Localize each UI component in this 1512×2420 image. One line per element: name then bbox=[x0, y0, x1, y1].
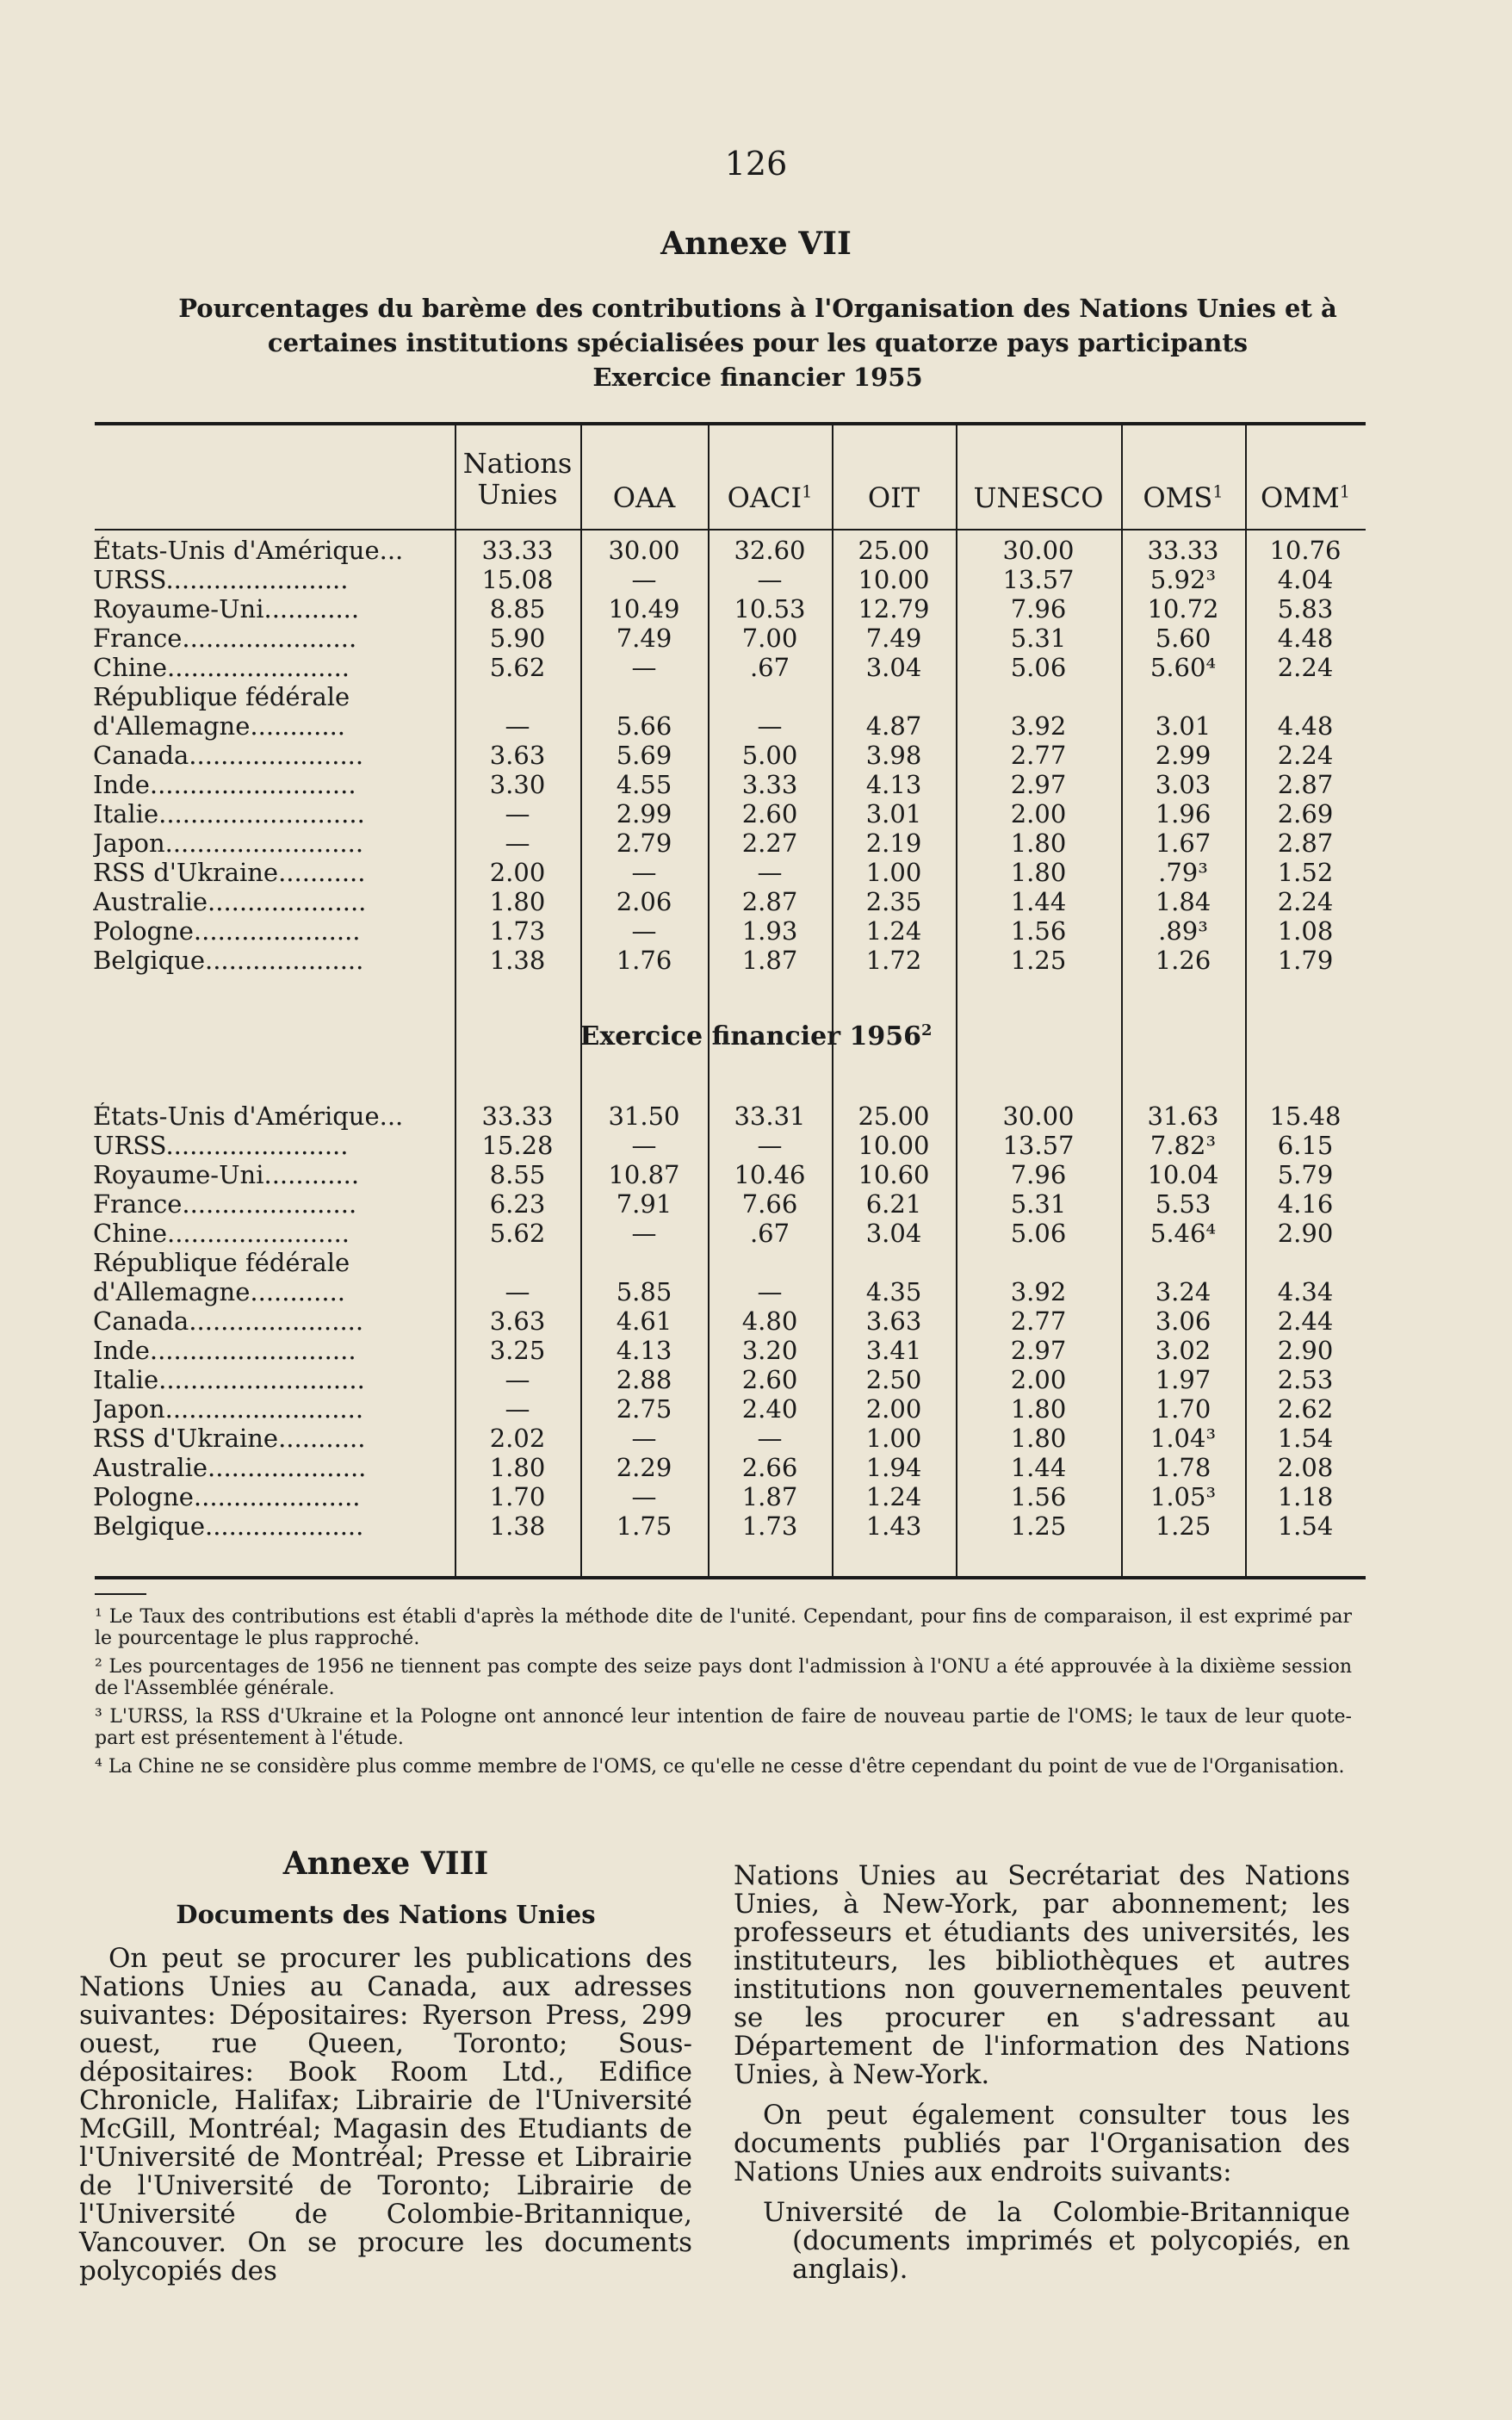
table-cell-oms: 1.67 bbox=[1155, 828, 1211, 858]
table-cell-oaa: 4.55 bbox=[616, 770, 672, 799]
table-cell-oaa: 7.49 bbox=[616, 624, 672, 653]
table-cell-omm: 2.90 bbox=[1277, 1336, 1334, 1365]
table-cell-oaci: — bbox=[757, 1131, 783, 1160]
table-cell-unesco: 2.00 bbox=[1010, 799, 1067, 828]
table-cell-omm: 4.16 bbox=[1277, 1189, 1334, 1219]
table-cell-nations-unies: — bbox=[505, 1394, 530, 1424]
table-cell-nations-unies: — bbox=[505, 1277, 530, 1306]
table-cell-omm: 2.87 bbox=[1277, 770, 1334, 799]
table-cell-oaa: 2.99 bbox=[616, 799, 672, 828]
table-cell-unesco: 2.97 bbox=[1010, 770, 1067, 799]
table-cell-nations-unies: 3.63 bbox=[489, 1306, 546, 1336]
table-cell-oms: 1.97 bbox=[1155, 1365, 1211, 1394]
table-cell-oaa: 5.85 bbox=[616, 1277, 672, 1306]
country-name: URSS....................... bbox=[93, 1132, 349, 1160]
country-name: d'Allemagne............ bbox=[93, 1278, 346, 1306]
table-cell-omm: 1.52 bbox=[1277, 858, 1334, 887]
column-header-label: OAA bbox=[612, 481, 676, 514]
country-name: Italie.......................... bbox=[93, 1366, 365, 1394]
table-cell-oit: 3.01 bbox=[865, 799, 922, 828]
table-cell-unesco: 1.56 bbox=[1010, 1482, 1067, 1511]
table-cell-oaci: 7.66 bbox=[741, 1189, 798, 1219]
column-header-label: OIT bbox=[867, 481, 920, 514]
table-cell-unesco: 1.44 bbox=[1010, 1453, 1067, 1482]
annex7-subtitle-line3: Exercice financier 1955 bbox=[592, 363, 923, 392]
table-cell-omm: 1.79 bbox=[1277, 946, 1334, 975]
table-cell-oms: 2.99 bbox=[1155, 741, 1211, 770]
table-cell-oaci: 2.87 bbox=[741, 887, 798, 916]
table-cell-unesco: 1.44 bbox=[1010, 887, 1067, 916]
country-name: Belgique.................... bbox=[93, 946, 364, 975]
table-cell-omm: 2.24 bbox=[1277, 741, 1334, 770]
table-cell-oms: 31.63 bbox=[1147, 1101, 1219, 1131]
table-cell-oms: 7.82³ bbox=[1149, 1131, 1217, 1160]
table-cell-oaci: — bbox=[757, 711, 783, 741]
table-cell-nations-unies: — bbox=[505, 711, 530, 741]
table-cell-omm: 1.08 bbox=[1277, 916, 1334, 946]
table-cell-oms: 5.60 bbox=[1155, 624, 1211, 653]
column-header-label: OACI bbox=[727, 481, 802, 514]
table-cell-oit: 7.49 bbox=[865, 624, 922, 653]
table-cell-omm: 1.54 bbox=[1277, 1511, 1334, 1541]
table-cell-nations-unies: 1.38 bbox=[489, 946, 546, 975]
table-cell-omm: 4.48 bbox=[1277, 624, 1334, 653]
column-header-oaa bbox=[580, 482, 708, 513]
table-cell-omm: 4.04 bbox=[1277, 565, 1334, 594]
table-cell-oaa: 31.50 bbox=[608, 1101, 680, 1131]
table-cell-oms: 3.24 bbox=[1155, 1277, 1211, 1306]
country-name: France...................... bbox=[93, 1190, 357, 1219]
table-cell-omm: 5.83 bbox=[1277, 594, 1334, 624]
section-1956-footnote-mark: 2 bbox=[920, 1021, 933, 1039]
footnote-rule bbox=[95, 1593, 146, 1595]
table-cell-oit: 10.60 bbox=[858, 1160, 930, 1189]
country-name: Inde.......................... bbox=[93, 771, 356, 799]
table-cell-oit: 4.87 bbox=[865, 711, 922, 741]
footnote-3: ³ L'URSS, la RSS d'Ukraine et la Pologne ont annoncé leur intention de faire de nouveau partie de l'OMS; le taux de leur quote-part est présentement à l'étude. bbox=[95, 1706, 1352, 1749]
table-cell-nations-unies: 3.25 bbox=[489, 1336, 546, 1365]
country-name: Canada...................... bbox=[93, 1307, 364, 1336]
table-cell-oaci: .67 bbox=[749, 653, 790, 682]
country-name: Japon......................... bbox=[93, 829, 364, 858]
table-cell-oaci: — bbox=[757, 1424, 783, 1453]
table-cell-nations-unies: 33.33 bbox=[481, 536, 554, 565]
column-header-nations-unies bbox=[455, 448, 580, 510]
column-header-oaci bbox=[708, 482, 832, 513]
annex8-subtitle: Documents des Nations Unies bbox=[176, 1900, 596, 1929]
table-cell-oms: 1.04³ bbox=[1149, 1424, 1217, 1453]
table-cell-omm: 5.79 bbox=[1277, 1160, 1334, 1189]
column-header-omm bbox=[1245, 482, 1366, 513]
table-cell-oms: 5.53 bbox=[1155, 1189, 1211, 1219]
annex8-paragraph-1: On peut se procurer les publications des Nations Unies au Canada, aux adresses suivantes: Dépositaires: Ryerson Press, 299 ouest, rue Queen, Toronto; Sous-dépositaires: Book Room Ltd., Edifice Chronicle, Halifax; Librairie de l'Université McGill, Montréal; Magasin des Etudiants de l'Université de Montréal; Presse et Librairie de l'Université de Toronto; Librairie de l'Université de Colombie-Britannique, Vancouver. On se procure les documents polycopiés des bbox=[79, 1943, 692, 2287]
table-cell-omm: 2.62 bbox=[1277, 1394, 1334, 1424]
table-cell-oms: 3.02 bbox=[1155, 1336, 1211, 1365]
table-cell-oms: 1.25 bbox=[1155, 1511, 1211, 1541]
annex7-title: Annexe VII bbox=[660, 226, 852, 262]
annex8-paragraph-2: Nations Unies au Secrétariat des Nations Unies, à New-York, par abonnement; les professeurs et étudiants des universités, les instituteurs, les bibliothèques et autres institutions non gouvernementales peuvent se les procurer en s'adressant au Département de l'information des Nations Unies, à New-York. bbox=[734, 1860, 1350, 2090]
table-cell-omm: 2.24 bbox=[1277, 887, 1334, 916]
table-cell-unesco: 2.77 bbox=[1010, 1306, 1067, 1336]
table-cell-unesco: 13.57 bbox=[1002, 565, 1075, 594]
table-cell-unesco: 30.00 bbox=[1002, 1101, 1075, 1131]
table-cell-nations-unies: 8.85 bbox=[489, 594, 546, 624]
table-cell-oms: 10.04 bbox=[1147, 1160, 1219, 1189]
table-cell-oaci: 2.27 bbox=[741, 828, 798, 858]
table-cell-unesco: 30.00 bbox=[1002, 536, 1075, 565]
table-cell-oms: 1.78 bbox=[1155, 1453, 1211, 1482]
column-header-footnote-mark: 1 bbox=[802, 481, 813, 502]
table-cell-oit: 3.04 bbox=[865, 1219, 922, 1248]
country-name: République fédérale bbox=[93, 683, 350, 711]
table-cell-oms: .79³ bbox=[1158, 858, 1208, 887]
table-cell-nations-unies: — bbox=[505, 828, 530, 858]
table-cell-oit: 1.94 bbox=[865, 1453, 922, 1482]
country-name: Royaume-Uni............ bbox=[93, 1161, 360, 1189]
table-cell-oit: 1.00 bbox=[865, 858, 922, 887]
table-cell-oaa: — bbox=[631, 565, 657, 594]
table-cell-unesco: 2.97 bbox=[1010, 1336, 1067, 1365]
table-cell-unesco: 13.57 bbox=[1002, 1131, 1075, 1160]
table-cell-oit: 25.00 bbox=[858, 536, 930, 565]
section-1956-label: Exercice financier 1956 bbox=[579, 1021, 921, 1052]
table-cell-oms: 1.84 bbox=[1155, 887, 1211, 916]
table-cell-oit: 12.79 bbox=[858, 594, 930, 624]
table-cell-unesco: 5.31 bbox=[1010, 1189, 1067, 1219]
table-cell-omm: 2.44 bbox=[1277, 1306, 1334, 1336]
table-cell-oms: 5.46⁴ bbox=[1149, 1219, 1217, 1248]
table-cell-omm: 2.08 bbox=[1277, 1453, 1334, 1482]
country-name: Australie.................... bbox=[93, 1454, 367, 1482]
table-cell-oaa: — bbox=[631, 1131, 657, 1160]
table-cell-oit: 3.04 bbox=[865, 653, 922, 682]
country-name: Italie.......................... bbox=[93, 800, 365, 828]
table-cell-oit: 3.98 bbox=[865, 741, 922, 770]
table-cell-nations-unies: 5.90 bbox=[489, 624, 546, 653]
table-cell-omm: 10.76 bbox=[1269, 536, 1342, 565]
table-cell-oms: 5.60⁴ bbox=[1149, 653, 1217, 682]
annex7-subtitle-line2: certaines institutions spécialisées pour les quatorze pays participants bbox=[267, 328, 1249, 357]
table-cell-nations-unies: 5.62 bbox=[489, 1219, 546, 1248]
footnote-4: ⁴ La Chine ne se considère plus comme membre de l'OMS, ce qu'elle ne cesse d'être cependant du point de vue de l'Organisation. bbox=[95, 1756, 1345, 1778]
table-cell-omm: 2.90 bbox=[1277, 1219, 1334, 1248]
table-cell-unesco: 3.92 bbox=[1010, 711, 1067, 741]
table-cell-oaci: 4.80 bbox=[741, 1306, 798, 1336]
table-cell-oms: 1.96 bbox=[1155, 799, 1211, 828]
table-cell-oms: 3.06 bbox=[1155, 1306, 1211, 1336]
table-cell-oit: 1.24 bbox=[865, 1482, 922, 1511]
table-cell-oaa: 2.06 bbox=[616, 887, 672, 916]
column-header-footnote-mark: 1 bbox=[1212, 481, 1224, 502]
column-header-label: OMS bbox=[1143, 481, 1213, 514]
table-cell-oms: 10.72 bbox=[1147, 594, 1219, 624]
table-cell-oaa: — bbox=[631, 1424, 657, 1453]
country-name: États-Unis d'Amérique... bbox=[93, 537, 404, 565]
table-cell-nations-unies: 33.33 bbox=[481, 1101, 554, 1131]
table-cell-nations-unies: 15.28 bbox=[481, 1131, 554, 1160]
table-cell-oms: 3.03 bbox=[1155, 770, 1211, 799]
table-cell-unesco: 1.25 bbox=[1010, 1511, 1067, 1541]
table-cell-oaci: 33.31 bbox=[734, 1101, 806, 1131]
country-name: Canada...................... bbox=[93, 742, 364, 770]
country-name: Chine....................... bbox=[93, 1219, 350, 1248]
section-1956-title bbox=[0, 1021, 1512, 1052]
page-number: 126 bbox=[724, 145, 788, 183]
table-cell-nations-unies: 2.02 bbox=[489, 1424, 546, 1453]
table-cell-omm: 1.18 bbox=[1277, 1482, 1334, 1511]
table-cell-nations-unies: 2.00 bbox=[489, 858, 546, 887]
country-name: États-Unis d'Amérique... bbox=[93, 1102, 404, 1131]
table-cell-oit: 1.00 bbox=[865, 1424, 922, 1453]
table-cell-nations-unies: 1.80 bbox=[489, 887, 546, 916]
table-cell-oaci: 1.73 bbox=[741, 1511, 798, 1541]
table-cell-omm: 2.69 bbox=[1277, 799, 1334, 828]
footnotes bbox=[95, 1606, 1352, 1784]
table-cell-oaa: 4.13 bbox=[616, 1336, 672, 1365]
table-cell-nations-unies: 3.63 bbox=[489, 741, 546, 770]
table-cell-oit: 4.13 bbox=[865, 770, 922, 799]
column-header-oit bbox=[832, 482, 956, 513]
table-cell-nations-unies: 5.62 bbox=[489, 653, 546, 682]
table-cell-oit: 25.00 bbox=[858, 1101, 930, 1131]
table-cell-omm: 1.54 bbox=[1277, 1424, 1334, 1453]
table-cell-oaci: — bbox=[757, 858, 783, 887]
table-cell-omm: 2.53 bbox=[1277, 1365, 1334, 1394]
table-cell-unesco: 1.80 bbox=[1010, 828, 1067, 858]
annex8-left-column bbox=[79, 1846, 692, 2298]
footnote-1: ¹ Le Taux des contributions est établi d'après la méthode dite de l'unité. Cependant, pour fins de comparaison, il est exprimé par le pourcentage le plus rapproché. bbox=[95, 1606, 1352, 1649]
country-name: URSS....................... bbox=[93, 566, 349, 594]
table-cell-oaa: — bbox=[631, 916, 657, 946]
table-cell-nations-unies: 8.55 bbox=[489, 1160, 546, 1189]
annex8-paragraph-4: Université de la Colombie-Britannique (documents imprimés et polycopiés, en anglais). bbox=[763, 2197, 1350, 2285]
table-cell-oaa: 4.61 bbox=[616, 1306, 672, 1336]
country-name: Pologne..................... bbox=[93, 917, 361, 946]
table-cell-unesco: 2.77 bbox=[1010, 741, 1067, 770]
column-header-footnote-mark: 1 bbox=[1339, 481, 1350, 502]
table-cell-oms: 3.01 bbox=[1155, 711, 1211, 741]
table-cell-oaci: 32.60 bbox=[734, 536, 806, 565]
table-cell-oaa: — bbox=[631, 1219, 657, 1248]
table-cell-oaa: 5.69 bbox=[616, 741, 672, 770]
table-cell-oit: 3.63 bbox=[865, 1306, 922, 1336]
table-cell-oaci: — bbox=[757, 1277, 783, 1306]
table-cell-oaa: 10.87 bbox=[608, 1160, 680, 1189]
table-cell-unesco: 1.80 bbox=[1010, 858, 1067, 887]
table-cell-oaci: 2.66 bbox=[741, 1453, 798, 1482]
column-header-label: OMM bbox=[1261, 481, 1340, 514]
table-cell-oaa: 30.00 bbox=[608, 536, 680, 565]
table-cell-unesco: 7.96 bbox=[1010, 1160, 1067, 1189]
table-cell-oaci: 2.60 bbox=[741, 1365, 798, 1394]
table-cell-oit: 2.00 bbox=[865, 1394, 922, 1424]
annex8-title: Annexe VIII bbox=[282, 1846, 489, 1882]
country-name: Chine....................... bbox=[93, 654, 350, 682]
table-cell-unesco: 2.00 bbox=[1010, 1365, 1067, 1394]
table-cell-omm: 4.34 bbox=[1277, 1277, 1334, 1306]
column-header-line2: Unies bbox=[477, 478, 558, 511]
table-cell-nations-unies: 1.38 bbox=[489, 1511, 546, 1541]
table-cell-oaci: 7.00 bbox=[741, 624, 798, 653]
column-header-unesco bbox=[956, 482, 1121, 513]
table-cell-oms: 1.70 bbox=[1155, 1394, 1211, 1424]
country-name: Australie.................... bbox=[93, 888, 367, 916]
table-cell-oaci: 3.20 bbox=[741, 1336, 798, 1365]
country-name: Royaume-Uni............ bbox=[93, 595, 360, 624]
table-cell-unesco: 1.25 bbox=[1010, 946, 1067, 975]
table-cell-unesco: 5.06 bbox=[1010, 653, 1067, 682]
table-cell-unesco: 1.80 bbox=[1010, 1424, 1067, 1453]
table-cell-oaa: 2.79 bbox=[616, 828, 672, 858]
table-cell-nations-unies: 3.30 bbox=[489, 770, 546, 799]
table-cell-unesco: 1.80 bbox=[1010, 1394, 1067, 1424]
table-cell-oaa: 10.49 bbox=[608, 594, 680, 624]
table-cell-nations-unies: 15.08 bbox=[481, 565, 554, 594]
table-cell-omm: 2.87 bbox=[1277, 828, 1334, 858]
column-header-oms bbox=[1121, 482, 1245, 513]
country-name: RSS d'Ukraine........... bbox=[93, 1424, 366, 1453]
table-cell-unesco: 3.92 bbox=[1010, 1277, 1067, 1306]
annex8-right-column bbox=[734, 1862, 1350, 2296]
table-cell-omm: 2.24 bbox=[1277, 653, 1334, 682]
table-cell-oit: 2.50 bbox=[865, 1365, 922, 1394]
table-cell-oit: 10.00 bbox=[858, 565, 930, 594]
country-name: République fédérale bbox=[93, 1249, 350, 1277]
table-cell-oaci: 3.33 bbox=[741, 770, 798, 799]
table-cell-oaa: — bbox=[631, 858, 657, 887]
table-cell-oaa: 5.66 bbox=[616, 711, 672, 741]
table-cell-oaa: 1.76 bbox=[616, 946, 672, 975]
table-cell-oit: 1.72 bbox=[865, 946, 922, 975]
table-cell-nations-unies: 6.23 bbox=[489, 1189, 546, 1219]
table-cell-oaci: — bbox=[757, 565, 783, 594]
table-cell-oit: 2.35 bbox=[865, 887, 922, 916]
table-cell-nations-unies: — bbox=[505, 1365, 530, 1394]
country-name: Belgique.................... bbox=[93, 1512, 364, 1541]
country-name: Pologne..................... bbox=[93, 1483, 361, 1511]
table-cell-oit: 1.43 bbox=[865, 1511, 922, 1541]
table-cell-unesco: 7.96 bbox=[1010, 594, 1067, 624]
table-cell-oaci: 1.87 bbox=[741, 1482, 798, 1511]
country-name: Inde.......................... bbox=[93, 1337, 356, 1365]
table-cell-oaci: 5.00 bbox=[741, 741, 798, 770]
country-name: Japon......................... bbox=[93, 1395, 364, 1424]
table-cell-oaci: .67 bbox=[749, 1219, 790, 1248]
table-cell-oaa: 2.88 bbox=[616, 1365, 672, 1394]
table-cell-oaa: 2.75 bbox=[616, 1394, 672, 1424]
table-cell-oit: 1.24 bbox=[865, 916, 922, 946]
table-cell-oaci: 2.60 bbox=[741, 799, 798, 828]
table-cell-unesco: 1.56 bbox=[1010, 916, 1067, 946]
table-cell-oaa: 7.91 bbox=[616, 1189, 672, 1219]
table-cell-oms: 33.33 bbox=[1147, 536, 1219, 565]
annex7-subtitle-line1: Pourcentages du barème des contributions à l'Organisation des Nations Unies et à bbox=[178, 294, 1337, 323]
table-cell-oms: .89³ bbox=[1158, 916, 1208, 946]
column-header-label: UNESCO bbox=[973, 481, 1104, 514]
footnote-2: ² Les pourcentages de 1956 ne tiennent pas compte des seize pays dont l'admission à l'ONU a été approuvée à la dixième session de l'Assemblée générale. bbox=[95, 1656, 1352, 1699]
table-cell-oaci: 1.93 bbox=[741, 916, 798, 946]
table-cell-oit: 2.19 bbox=[865, 828, 922, 858]
country-name: d'Allemagne............ bbox=[93, 712, 346, 741]
table-cell-oaci: 1.87 bbox=[741, 946, 798, 975]
table-cell-nations-unies: 1.70 bbox=[489, 1482, 546, 1511]
table-top-rule bbox=[95, 422, 1366, 425]
table-cell-oaci: 10.46 bbox=[734, 1160, 806, 1189]
table-cell-omm: 15.48 bbox=[1269, 1101, 1342, 1131]
column-header-line1: Nations bbox=[462, 447, 573, 480]
table-cell-nations-unies: 1.73 bbox=[489, 916, 546, 946]
table-cell-oms: 1.05³ bbox=[1149, 1482, 1217, 1511]
table-cell-oit: 10.00 bbox=[858, 1131, 930, 1160]
table-cell-omm: 6.15 bbox=[1277, 1131, 1334, 1160]
table-cell-oaa: — bbox=[631, 1482, 657, 1511]
table-cell-oms: 5.92³ bbox=[1149, 565, 1217, 594]
table-cell-unesco: 5.06 bbox=[1010, 1219, 1067, 1248]
table-cell-omm: 4.48 bbox=[1277, 711, 1334, 741]
country-name: France...................... bbox=[93, 624, 357, 653]
table-cell-oms: 1.26 bbox=[1155, 946, 1211, 975]
table-cell-oit: 4.35 bbox=[865, 1277, 922, 1306]
annex8-paragraph-3: On peut également consulter tous les documents publiés par l'Organisation des Nations Unies aux endroits suivants: bbox=[734, 2100, 1350, 2187]
table-cell-unesco: 5.31 bbox=[1010, 624, 1067, 653]
table-cell-oit: 6.21 bbox=[865, 1189, 922, 1219]
table-bottom-rule bbox=[95, 1576, 1366, 1579]
table-cell-oaa: 2.29 bbox=[616, 1453, 672, 1482]
table-cell-oaa: 1.75 bbox=[616, 1511, 672, 1541]
header-underline bbox=[95, 529, 1366, 531]
table-cell-nations-unies: — bbox=[505, 799, 530, 828]
table-cell-oit: 3.41 bbox=[865, 1336, 922, 1365]
table-cell-oaa: — bbox=[631, 653, 657, 682]
country-name: RSS d'Ukraine........... bbox=[93, 859, 366, 887]
table-cell-oaci: 10.53 bbox=[734, 594, 806, 624]
table-cell-oaci: 2.40 bbox=[741, 1394, 798, 1424]
table-cell-nations-unies: 1.80 bbox=[489, 1453, 546, 1482]
